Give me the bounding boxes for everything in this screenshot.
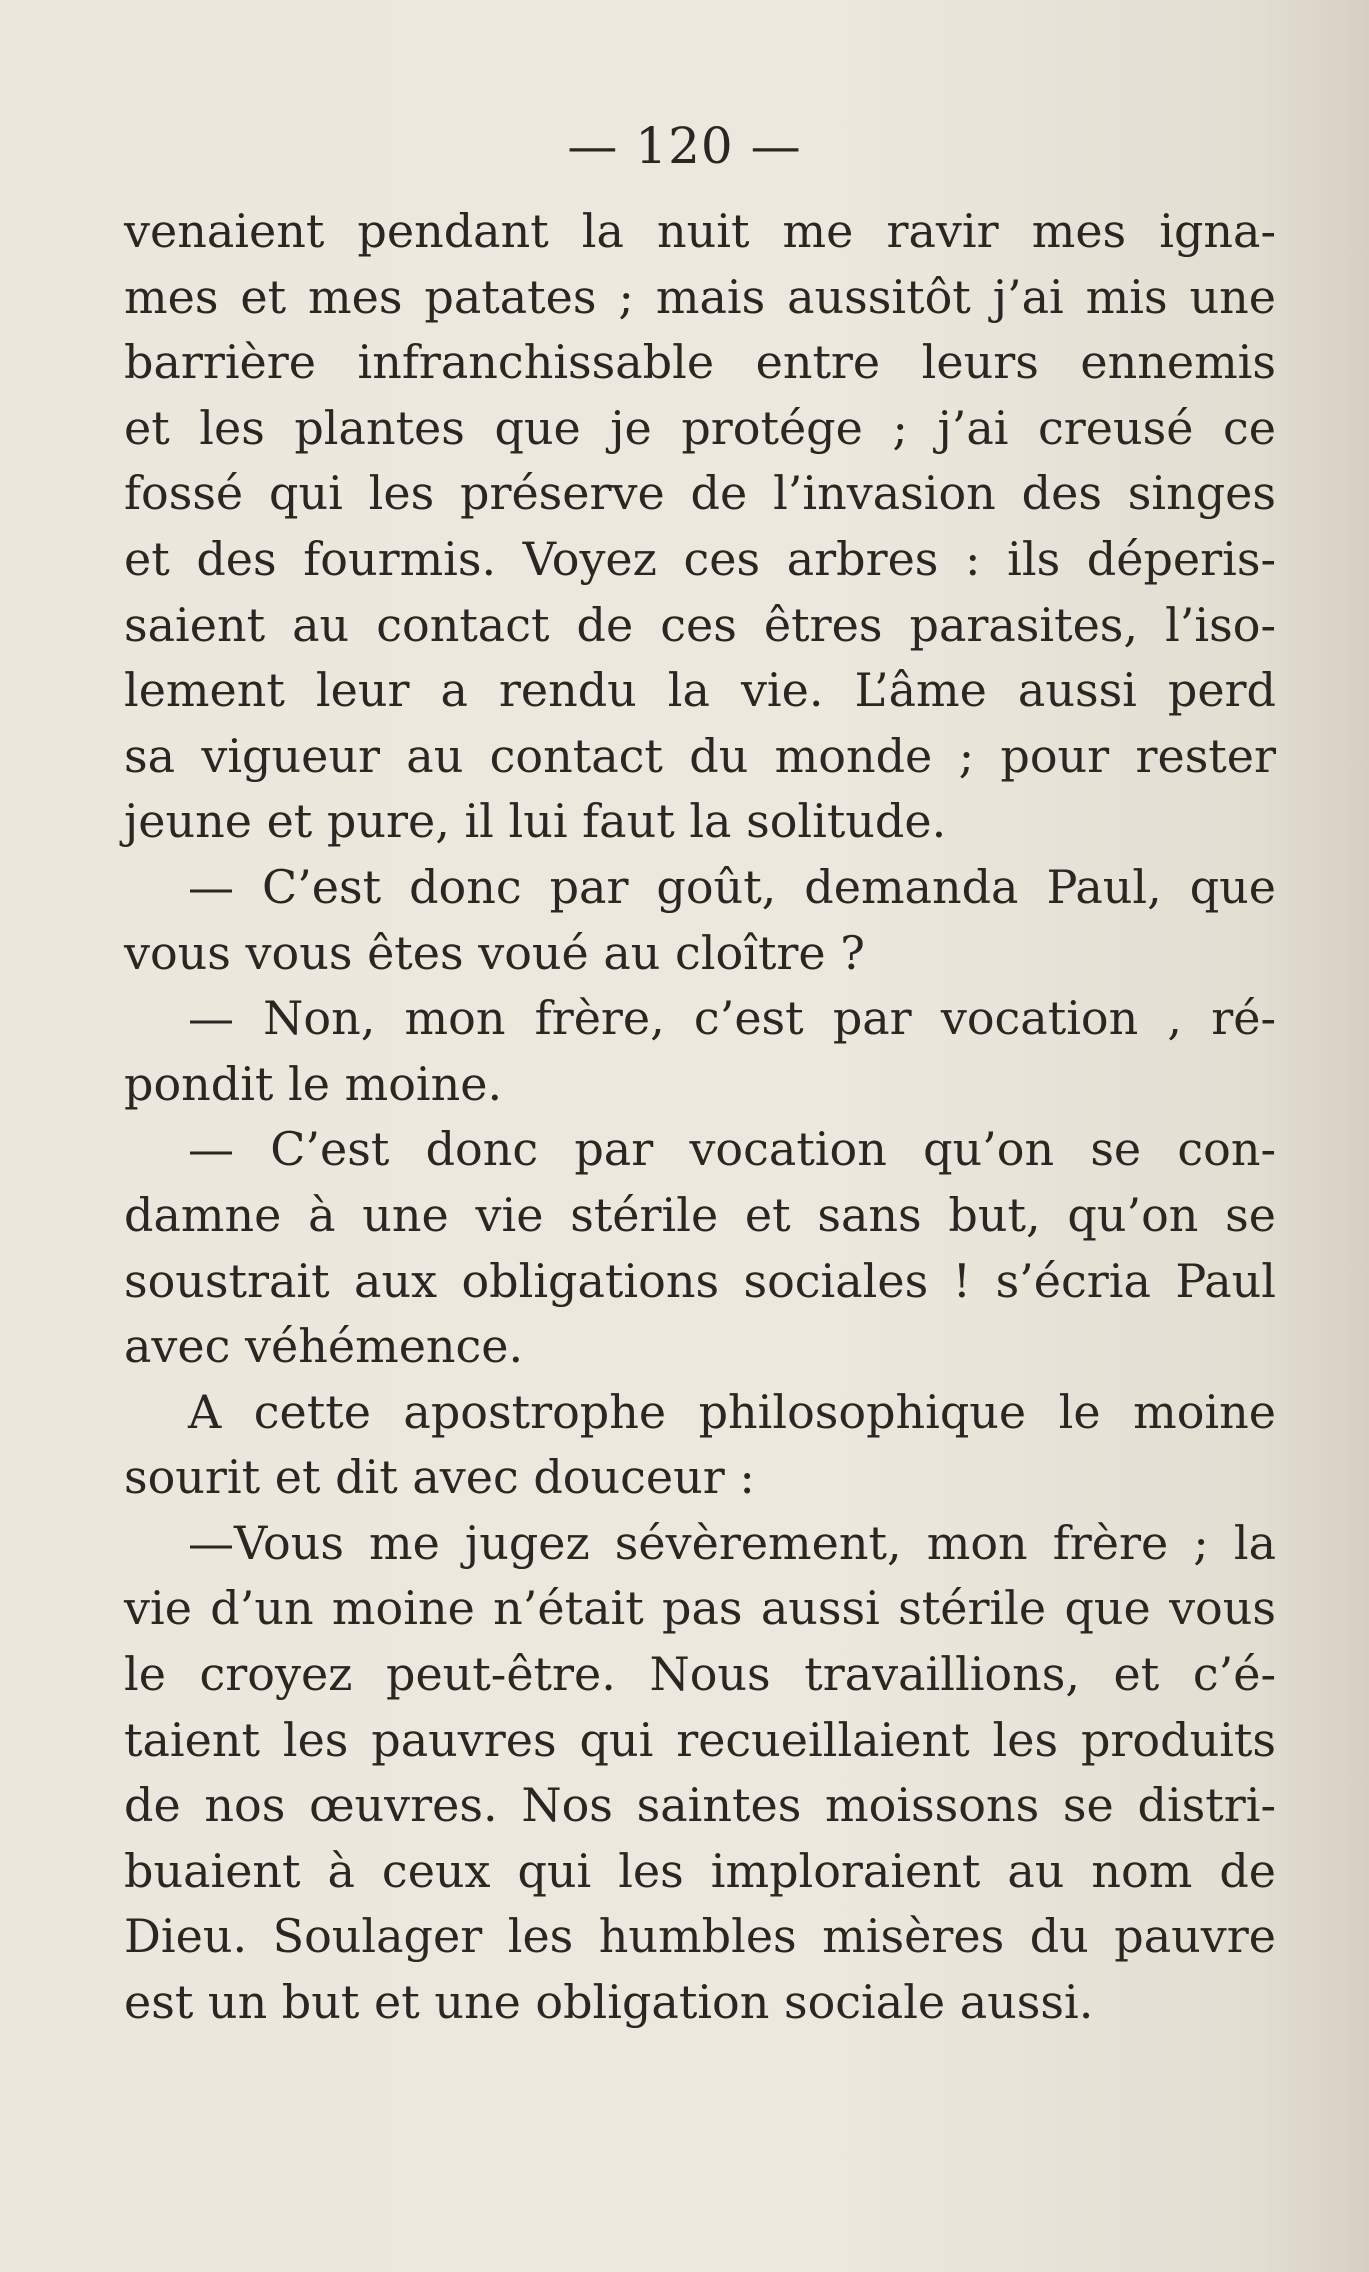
body-text [124,199,1276,2036]
text-line: est un but et une obligation sociale aussi. [124,1975,1094,2030]
text-line: avec véhémence. [124,1319,524,1374]
text-line: —Vous me jugez sévèrement, mon frère ; la [188,1515,1276,1570]
text-line: — Non, mon frère, c’est par vocation , ré- [188,991,1276,1046]
page-number: — 120 — [567,117,802,175]
text-line: sourit et dit avec douceur : [124,1450,755,1505]
text-line: vie d’un moine n’était pas aussi stérile que vous [124,1581,1276,1636]
text-line: sa vigueur au contact du monde ; pour rester [124,728,1276,783]
text-line: et les plantes que je protége ; j’ai creusé ce [124,400,1276,455]
text-line: jeune et pure, il lui faut la solitude. [124,794,947,849]
text-line: de nos œuvres. Nos saintes moissons se distri- [124,1778,1276,1833]
text-line: damne à une vie stérile et sans but, qu’on se [124,1187,1276,1242]
text-line: lement leur a rendu la vie. L’âme aussi perd [124,663,1276,718]
text-line: barrière infranchissable entre leurs ennemis [124,335,1276,390]
text-line: Dieu. Soulager les humbles misères du pauvre [124,1909,1276,1964]
text-line: mes et mes patates ; mais aussitôt j’ai mis une [124,269,1276,324]
text-line: vous vous êtes voué au cloître ? [124,925,865,980]
text-line: soustrait aux obligations sociales ! s’écria Paul [124,1253,1276,1308]
text-line: A cette apostrophe philosophique le moine [188,1384,1276,1439]
text-line: buaient à ceux qui les imploraient au nom de [124,1843,1276,1898]
text-line: et des fourmis. Voyez ces arbres : ils déperis- [124,531,1276,586]
text-line: saient au contact de ces êtres parasites, l’iso- [124,597,1276,652]
text-line: le croyez peut-être. Nous travaillions, et c’é- [124,1647,1276,1702]
text-line: — C’est donc par vocation qu’on se con- [188,1122,1276,1177]
text-line: venaient pendant la nuit me ravir mes igna- [124,204,1276,258]
text-line: — C’est donc par goût, demanda Paul, que [188,859,1276,914]
text-line: taient les pauvres qui recueillaient les produits [124,1712,1276,1767]
text-line: fossé qui les préserve de l’invasion des singes [124,466,1276,521]
text-line: pondit le moine. [124,1056,503,1111]
